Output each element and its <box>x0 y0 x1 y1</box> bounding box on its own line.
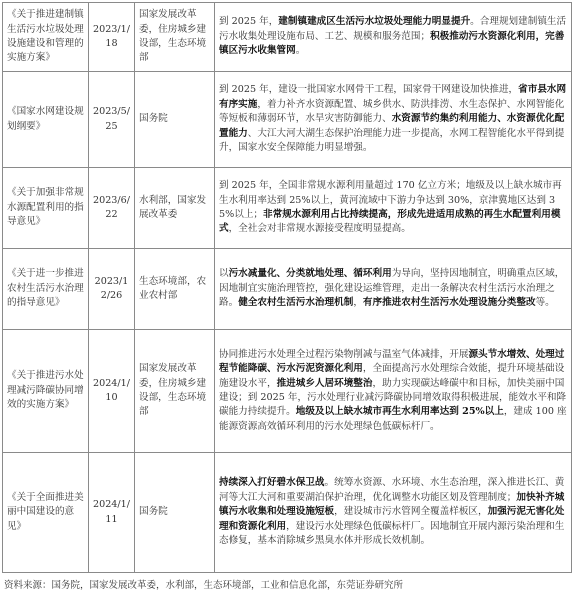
policy-table <box>2 2 572 573</box>
policy-issuer: 水利部，国家发展改革委 <box>135 168 215 249</box>
body-text: 到 2025 年， <box>219 16 279 28</box>
emphasis-text: 非常规水源利用占比持续提高，形成先进适用成熟的再生水配置利用模式 <box>219 209 561 235</box>
body-text: 为导向，坚持因地制宜，明确重点区域，因地制宜实施治理管控，强化建设运维管理，走出一条解决农村生活污水治理之路。 <box>219 268 565 309</box>
body-text: 以 <box>219 268 229 280</box>
body-text: ，全面提高污水处理综合效能，提升环境基础设施建设水平， <box>219 363 565 389</box>
body-text: ，建设城市污水管网全覆盖样板区， <box>334 506 488 518</box>
policy-issuer: 国务院 <box>135 72 215 168</box>
policy-issuer: 国家发展改革委，住房城乡建设部，生态环境部 <box>135 330 215 453</box>
body-text: ，建设污水处理绿色低碳标杆厂。因地制宜开展内源污染治理和生态修复，基本消除城乡黑臭水体并形成长效机制。 <box>219 520 565 547</box>
policy-issuer: 生态环境部，农业农村部 <box>135 249 215 330</box>
policy-content <box>215 330 572 453</box>
policy-date: 2024/1/11 <box>89 453 135 573</box>
policy-name: 《关于加强非常规水源配置利用的指导意见》 <box>3 168 89 249</box>
policy-name: 《关于进一步推进农村生活污水治理的指导意见》 <box>3 249 89 330</box>
emphasis-text: 积极推动污水资源化利用，完善镇区污水收集管网 <box>219 30 565 57</box>
emphasis-text: 地级及以上缺水城市再生水利用率达到 25%以上 <box>295 406 504 418</box>
source-note: 资料来源：国务院，国家发展改革委，水利部，生态环境部，工业和信息化部，东莞证券研究所 <box>4 580 404 591</box>
policy-content <box>215 72 572 168</box>
table-row <box>3 3 572 72</box>
emphasis-text: 源头节水增效、处理过程节能降碳、污水污泥资源化利用 <box>219 348 565 375</box>
policy-name: 《关于推进建制镇生活污水垃圾处理设施建设和管理的实施方案》 <box>3 3 89 72</box>
policy-issuer: 国务院 <box>135 453 215 573</box>
policy-content <box>215 3 572 72</box>
emphasis-text: 加快补齐城镇污水收集和处理设施短板 <box>219 491 565 518</box>
policy-name: 《国家水网建设规划纲要》 <box>3 72 89 168</box>
policy-date: 2023/1/18 <box>89 3 135 72</box>
policy-issuer: 国家发展改革委，住房城乡建设部，生态环境部 <box>135 3 215 72</box>
emphasis-text: 推进城乡人居环境整治 <box>276 377 373 389</box>
policy-content <box>215 168 572 249</box>
policy-date: 2023/12/26 <box>89 249 135 330</box>
emphasis-text: 有序推进农村生活污水处理设施分类整改 <box>362 297 536 309</box>
body-text: 到 2025 年，建设一批国家水网骨干工程，国家骨干网建设加快推进， <box>219 84 519 96</box>
policy-content <box>215 249 572 330</box>
body-text: ，着力补齐水资源配置、城乡供水、防洪排涝、水生态保护、水网智能化等短板和薄弱环节，水旱灾害防御能力、 <box>219 98 565 125</box>
body-text: 到 2025 年，全国非常规水源利用量超过 170 亿立方米；地级及以上缺水城市再生水利用率达到 25%以上，黄河流域中下游力争达到 30%，京津冀地区达到 35%以上； <box>219 180 562 220</box>
emphasis-text: 省市县水网有序实施 <box>219 84 567 110</box>
table-row <box>3 330 572 453</box>
policy-date: 2023/5/25 <box>89 72 135 168</box>
emphasis-text: 持续深入打好碧水保卫战 <box>219 477 325 489</box>
emphasis-text: 水资源节约集约利用能力、水资源优化配置能力 <box>219 113 565 139</box>
body-text: ， <box>353 297 363 309</box>
policy-date: 2023/6/22 <box>89 168 135 249</box>
body-text: 、大江大河大湖生态保护治理能力进一步提高，水网工程智能化水平得到提升，国家水安全保障能力明显增强。 <box>219 127 565 154</box>
emphasis-text: 健全农村生活污水治理机制 <box>238 297 354 309</box>
emphasis-text: 污水减量化、分类就地处理、循环利用 <box>228 268 392 280</box>
emphasis-text: 建制镇建成区生活污水垃圾处理能力明显提升 <box>278 16 471 28</box>
body-text: 协同推进污水处理全过程污染物削减与温室气体减排，开展 <box>219 348 469 360</box>
policy-name: 《关于推进污水处理减污降碳协同增效的实施方案》 <box>3 330 89 453</box>
body-text: 。 <box>295 45 306 57</box>
table-row <box>3 453 572 573</box>
body-text: ，助力实现碳达峰碳中和目标，加快美丽中国建设；到 2025 年，污水处理行业减污降碳协同增效取得积极进展，能效水平和降碳能力持续提升。 <box>219 377 567 418</box>
policy-date: 2024/1/10 <box>89 330 135 453</box>
policy-content <box>215 453 572 573</box>
table-row <box>3 168 572 249</box>
table-row <box>3 72 572 168</box>
body-text: 。合理规划建制镇生活污水收集处理设施布局、工艺、规模和服务范围； <box>219 16 567 42</box>
policy-name: 《关于全面推进美丽中国建设的意见》 <box>3 453 89 573</box>
body-text: ，全社会对非常规水源接受程度明显提高。 <box>228 223 411 235</box>
body-text: ，建成 100 座能源资源高效循环利用的污水处理绿色低碳标杆厂。 <box>219 406 567 432</box>
body-text: 等。 <box>535 297 555 309</box>
body-text: 。统筹水资源、水环境、水生态治理，深入推进长江、黄河等大江大河和重要湖泊保护治理，优化调整水功能区划及管理制度； <box>219 477 565 503</box>
table-row <box>3 249 572 330</box>
emphasis-text: 加强污泥无害化处理和资源化利用 <box>219 506 565 532</box>
